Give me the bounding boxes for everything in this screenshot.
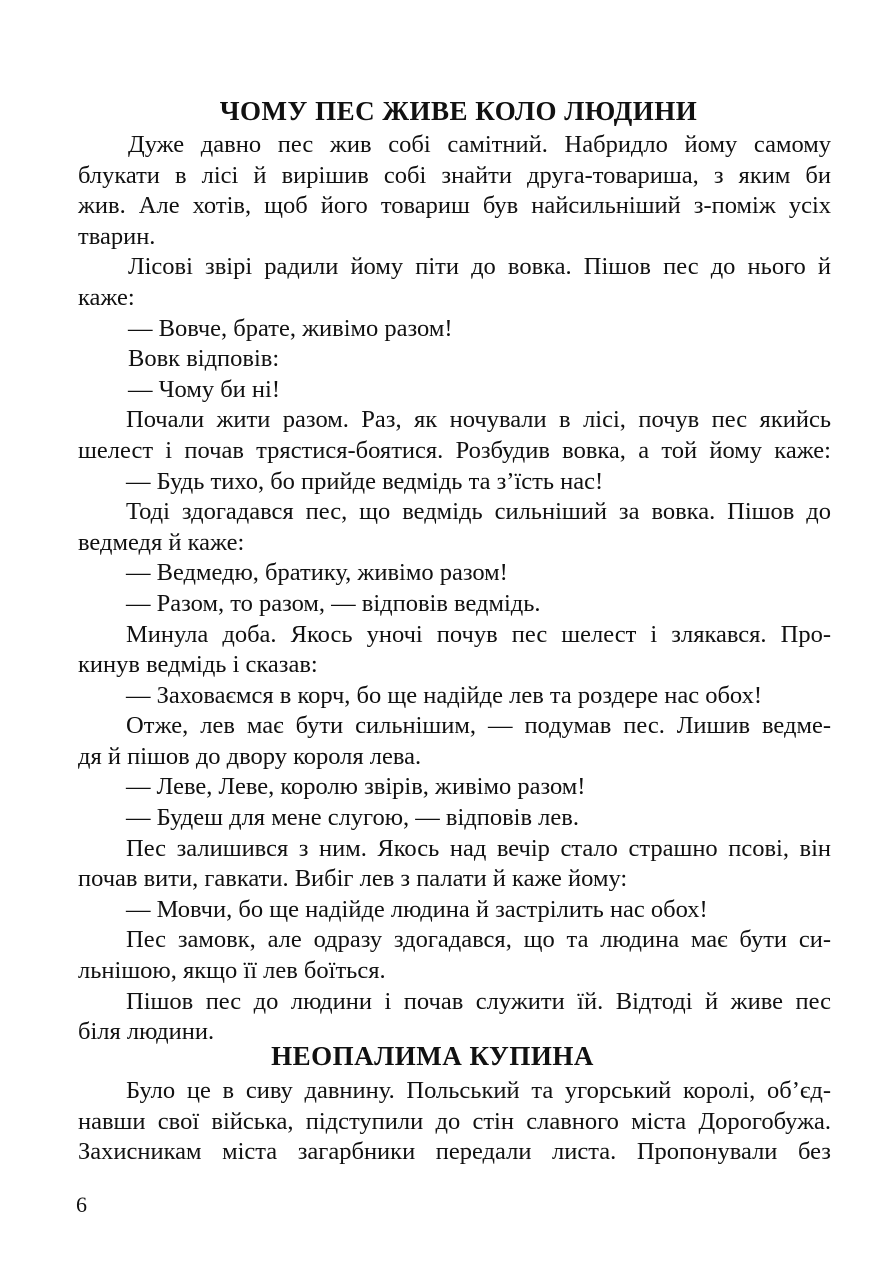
text-line: блукати в лісі й вирішив собі знайти друга-товариша, з яким би	[78, 161, 831, 189]
story-text	[78, 1076, 831, 1168]
dialogue-line: — Леве, Леве, королю звірів, живімо разом!	[126, 773, 586, 801]
text-line: шелест і почав трястися-боятися. Розбудив вовка, а той йому каже:	[78, 436, 831, 464]
text-line: біля людини.	[78, 1018, 215, 1046]
text-line: Лісові звірі радили йому піти до вовка. Пішов пес до нього й	[128, 253, 831, 281]
dialogue-line: — Разом, то разом, — відповів ведмідь.	[126, 589, 541, 617]
text-line: льнішою, якщо її лев боїться.	[78, 957, 386, 985]
dialogue-line: — Будь тихо, бо прийде ведмідь та з’їсть нас!	[126, 467, 604, 495]
text-line: почав вити, гавкати. Вибіг лев з палати й каже йому:	[78, 865, 628, 893]
story-title: НЕОПАЛИМА КУПИНА	[271, 1041, 594, 1071]
dialogue-line: — Чому би ні!	[128, 375, 280, 403]
text-line: ведмедя й каже:	[78, 528, 245, 556]
text-line: кинув ведмідь і сказав:	[78, 651, 318, 679]
dialogue-line: — Мовчи, бо ще надійде людина й застрілить нас обох!	[126, 895, 708, 923]
dialogue-line: — Ведмедю, братику, живімо разом!	[126, 559, 508, 587]
dialogue-line: — Заховаємся в корч, бо ще надійде лев та роздере нас обох!	[126, 681, 762, 709]
text-line: Пішов пес до людини і почав служити їй. Відтоді й живе пес	[126, 987, 831, 1015]
text-line: тварин.	[78, 222, 156, 250]
text-line: Дуже давно пес жив собі самітний. Набридло йому самому	[128, 131, 831, 158]
text-line: Вовк відповів:	[128, 345, 280, 373]
text-line: Тоді здогадався пес, що ведмідь сильніший за вовка. Пішов до	[126, 498, 831, 526]
dialogue-line: — Вовче, брате, живімо разом!	[128, 314, 453, 342]
text-line: навши свої війська, підступили до стін славного міста Дорогобужа.	[78, 1107, 831, 1135]
story-title: ЧОМУ ПЕС ЖИВЕ КОЛО ЛЮДИНИ	[219, 96, 698, 126]
page-number: 6	[76, 1192, 87, 1217]
story-text	[78, 130, 831, 1048]
text-line: каже:	[78, 283, 135, 311]
text-line: Захисникам міста загарбники передали листа. Пропонували без	[78, 1138, 831, 1166]
text-line: дя й пішов до двору короля лева.	[78, 742, 422, 770]
text-line: Було це в сиву давнину. Польський та угорський королі, об’єд-	[126, 1077, 831, 1104]
text-line: Отже, лев має бути сильнішим, — подумав пес. Лишив ведме-	[126, 712, 831, 740]
dialogue-line: — Будеш для мене слугою, — відповів лев.	[126, 804, 579, 832]
text-line: жив. Але хотів, щоб його товариш був найсильніший з-поміж усіх	[78, 192, 831, 220]
text-line: Пес залишився з ним. Якось над вечір стало страшно псові, він	[126, 834, 831, 862]
text-line: Пес замовк, але одразу здогадався, що та людина має бути си-	[126, 926, 831, 954]
text-line: Минула доба. Якось уночі почув пес шелест і злякався. Про-	[126, 620, 831, 648]
text-line: Почали жити разом. Раз, як ночували в лісі, почув пес якийсь	[126, 406, 831, 434]
